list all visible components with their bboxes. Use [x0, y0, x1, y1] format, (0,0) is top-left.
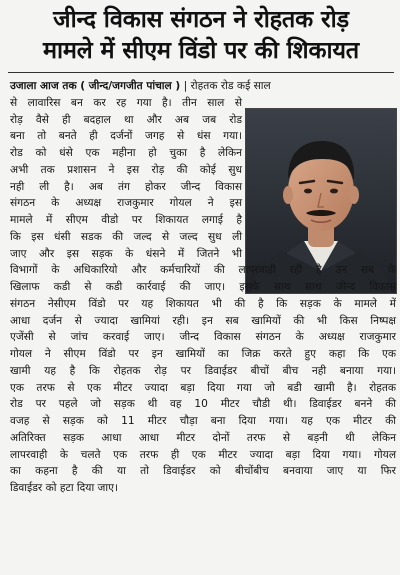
article-line: संगठन नेसीएम विंडो पर यह शिकायत भी की है कि सड़क के मामले में	[10, 297, 396, 310]
article-line: लापरवाही के चलते एक तरफ ही एक मीटर ज्यादा बड़ा दिया गया। गोयल	[10, 448, 396, 461]
dateline: उजाला आज तक ( जीन्द/जगजीत पांचाल )	[10, 80, 181, 92]
article-line: उजाला आज तक ( जीन्द/जगजीत पांचाल ) | रोहतक रोड कई साल	[10, 80, 271, 92]
article-line: से लावारिस बन कर रह गया है। तीन साल से	[10, 96, 242, 109]
article-line: कि इस धंसी सडक की जल्द से जल्द सुध ली	[10, 230, 242, 243]
article-line: रोड पर पहले जो सड़क थी वह 10 मीटर चौडी थी। डिवाईडर बनने की	[10, 398, 396, 411]
headline-line-2: मामले में सीएम विंडो पर की शिकायत	[42, 36, 360, 64]
article-line: आधा दर्जन से ज्यादा खामियां रही। इन सब खामियों की भी किस निष्पक्ष	[10, 314, 396, 327]
article-line: का कहना है की या तो डिवाईडर को बीचोंबीच बनवाया जाए या फिर	[10, 465, 396, 478]
article-line: विभागों के अधिकारियो और कर्मचारियों की लापरवाही रही है उन सब के	[10, 264, 396, 277]
article-line: नही ली है। अब तंग होकर जीन्द विकास	[10, 180, 242, 193]
article-line: रोड़ वैसे ही बदहाल था और अब जब रोड	[10, 113, 242, 126]
article-line: एजेंसी से जांच करवाई जाए। जीन्द विकास संगठन के अध्यक्ष राजकुमार	[10, 331, 396, 344]
article-line: डिवाईडर को हटा दिया जाए।	[10, 482, 119, 494]
article-line: अतिरिक्त सड़क आधा आधा मीटर दोनों तरफ से बड़नी थी लेकिन	[10, 431, 396, 444]
article-line: बना तो बनते ही दर्जनों जगह से धंस गया।	[10, 130, 242, 143]
headline	[10, 4, 392, 66]
article-line: मामले में सीएम वीडो पर शिकायत लगाई है	[10, 214, 242, 226]
article-line: खिलाफ कडी से कडी कार्रवाई की जाए। इसके साथ साथ जीन्द विकास	[10, 281, 396, 293]
article-line: जाए और इस सड़क के धंसने में जितने भी	[10, 247, 242, 260]
article-line: अभी तक प्रशासन ने इस रोड़ की कोई सुध	[10, 163, 242, 176]
headline-line-1: जीन्द विकास संगठन ने रोहतक रोड़	[53, 5, 349, 33]
article-line: एक तरफ से एक मीटर ज्यादा बड़ा दिया गया जो बडी खामी है। रोहतक	[10, 381, 396, 394]
headline-divider	[8, 72, 394, 73]
article-line: संगठन के अध्यक्ष राजकुमार गोयल ने इस	[10, 197, 242, 210]
article-line: खामी यह है कि रोहतक रोड़ पर डिवाईडर बीचों बीच नही बनाया गया।	[10, 364, 396, 377]
article-body	[10, 78, 396, 497]
article-line: रोड को धंसे एक महीना हो चुका है लेकिन	[10, 147, 242, 159]
article-line: गोयल ने सीएम विंडो पर इन खामियों का जिक्र करते हुए कहा कि एक	[10, 348, 396, 360]
article-line: वजह से सड़क को 11 मीटर चौड़ा बना दिया गया। यह एक मीटर की	[10, 415, 396, 427]
